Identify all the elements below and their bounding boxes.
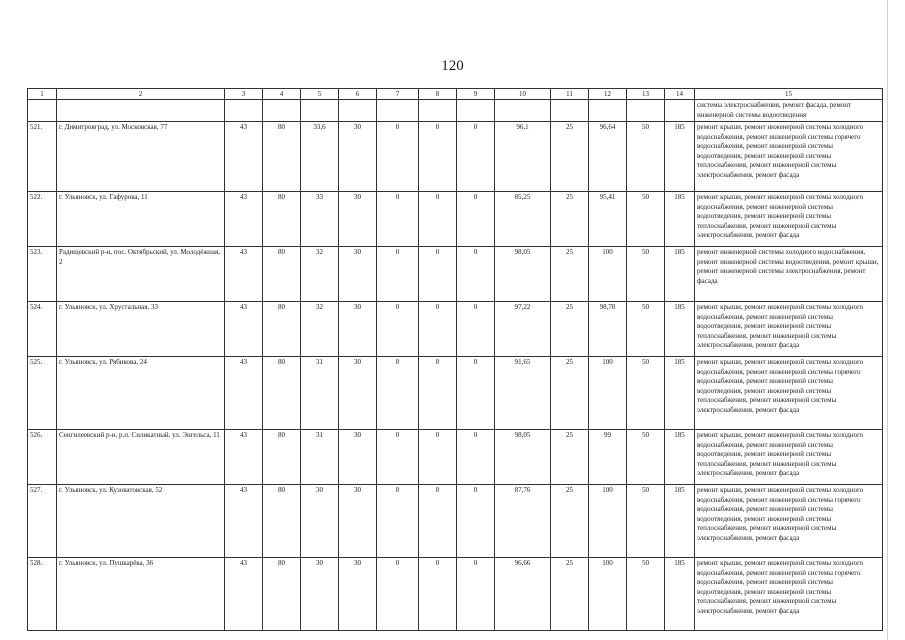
value-cell-3: 43 (225, 357, 263, 430)
value-cell-14: 185 (665, 558, 695, 631)
row-number: 526. (28, 430, 57, 485)
value-cell-10: 87,76 (495, 485, 551, 558)
column-header-11: 11 (551, 89, 589, 100)
value-cell-5: 30 (301, 558, 339, 631)
works-cell: ремонт крыши, ремонт инженерной системы холодного водоснабжения, ремонт инженерной системы горячего водоснабжения, ремонт инженерной системы водоотведения, ремонт инженерной системы теплоснабжения, ремонт инженерной системы электроснабжения, ремонт фасада (695, 485, 883, 558)
works-cell: ремонт крыши, ремонт инженерной системы холодного водоснабжения, ремонт инженерной системы водоотведения, ремонт инженерной системы теплоснабжения, ремонт инженерной системы электроснабжения, ремонт фасада (695, 302, 883, 357)
value-cell-4: 80 (263, 430, 301, 485)
value-cell-8: 0 (419, 430, 457, 485)
column-header-3: 3 (225, 89, 263, 100)
value-cell-11: 25 (551, 247, 589, 302)
value-cell-11: 25 (551, 485, 589, 558)
value-cell-5: 33,6 (301, 122, 339, 192)
address-cell: г. Ульяновск, ул. Пушкарёва, 36 (57, 558, 225, 631)
works-cell: ремонт крыши, ремонт инженерной системы холодного водоснабжения, ремонт инженерной системы водоотведения, ремонт инженерной системы теплоснабжения, ремонт инженерной системы электроснабжения, ремонт фасада (695, 430, 883, 485)
value-cell-11: 25 (551, 192, 589, 247)
row-number: 527. (28, 485, 57, 558)
table-row (28, 122, 883, 192)
continuation-row (28, 100, 883, 122)
value-cell-12: 100 (589, 357, 627, 430)
works-cell: ремонт крыши, ремонт инженерной системы холодного водоснабжения, ремонт инженерной системы горячего водоснабжения, ремонт инженерной системы водоотведения, ремонт инженерной системы теплоснабжения, ремонт инженерной системы электроснабжения, ремонт фасада (695, 122, 883, 192)
row-number: 528. (28, 558, 57, 631)
value-cell-3: 43 (225, 192, 263, 247)
row-number: 521. (28, 122, 57, 192)
value-cell-3: 43 (225, 485, 263, 558)
value-cell-14: 185 (665, 247, 695, 302)
column-header-12: 12 (589, 89, 627, 100)
address-cell: Радищевский р-н, пос. Октябрьский, ул. Молодёжная, 2 (57, 247, 225, 302)
value-cell-14: 185 (665, 122, 695, 192)
value-cell-13: 50 (627, 357, 665, 430)
value-cell-9: 0 (457, 302, 495, 357)
table-row (28, 485, 883, 558)
value-cell-7: 0 (377, 247, 419, 302)
value-cell-9: 0 (457, 558, 495, 631)
value-cell-5: 33 (301, 192, 339, 247)
value-cell-6: 30 (339, 430, 377, 485)
address-cell: г. Димитровград, ул. Московская, 77 (57, 122, 225, 192)
value-cell-12: 100 (589, 247, 627, 302)
value-cell-13: 50 (627, 247, 665, 302)
value-cell-7: 0 (377, 192, 419, 247)
table-row (28, 357, 883, 430)
value-cell-9: 0 (457, 430, 495, 485)
value-cell-9: 0 (457, 247, 495, 302)
value-cell-7: 0 (377, 357, 419, 430)
address-cell: г. Ульяновск, ул. Хрустальная, 33 (57, 302, 225, 357)
value-cell-10: 97,22 (495, 302, 551, 357)
row-number: 524. (28, 302, 57, 357)
value-cell-9: 0 (457, 122, 495, 192)
value-cell-9: 0 (457, 485, 495, 558)
table-row (28, 558, 883, 631)
value-cell-4: 80 (263, 192, 301, 247)
value-cell-10: 91,65 (495, 357, 551, 430)
column-header-4: 4 (263, 89, 301, 100)
table-row (28, 430, 883, 485)
value-cell-8: 0 (419, 122, 457, 192)
value-cell-7: 0 (377, 558, 419, 631)
value-cell-3: 43 (225, 302, 263, 357)
value-cell-13: 50 (627, 430, 665, 485)
value-cell-14: 185 (665, 357, 695, 430)
row-number: 525. (28, 357, 57, 430)
column-header-10: 10 (495, 89, 551, 100)
value-cell-10: 85,25 (495, 192, 551, 247)
table-body (28, 100, 883, 631)
column-header-5: 5 (301, 89, 339, 100)
value-cell-12: 96,64 (589, 122, 627, 192)
value-cell-5: 31 (301, 357, 339, 430)
value-cell-11: 25 (551, 558, 589, 631)
value-cell-5: 30 (301, 485, 339, 558)
value-cell-6: 30 (339, 558, 377, 631)
value-cell-7: 0 (377, 430, 419, 485)
value-cell-7: 0 (377, 302, 419, 357)
table-row (28, 192, 883, 247)
works-cell: ремонт крыши, ремонт инженерной системы холодного водоснабжения, ремонт инженерной системы горячего водоснабжения, ремонт инженерной системы водоотведения, ремонт инженерной системы теплоснабжения, ремонт инженерной системы электроснабжения, ремонт фасада (695, 357, 883, 430)
value-cell-12: 95,41 (589, 192, 627, 247)
address-cell: г. Ульяновск, ул. Кузоватовская, 52 (57, 485, 225, 558)
column-header-13: 13 (627, 89, 665, 100)
value-cell-11: 25 (551, 122, 589, 192)
value-cell-4: 80 (263, 485, 301, 558)
works-cell: ремонт инженерной системы холодного водоснабжения, ремонт инженерной системы водоотведения, ремонт крыши, ремонт инженерной системы электроснабжения, ремонт фасада (695, 247, 883, 302)
value-cell-6: 30 (339, 192, 377, 247)
value-cell-10: 96,66 (495, 558, 551, 631)
value-cell-4: 80 (263, 247, 301, 302)
value-cell-12: 100 (589, 558, 627, 631)
value-cell-6: 30 (339, 485, 377, 558)
address-cell: г. Ульяновск, ул. Рябикова, 24 (57, 357, 225, 430)
continuation-text: системы электроснабжения, ремонт фасада, ремонт инженерной системы водоотведения (695, 100, 883, 122)
value-cell-9: 0 (457, 357, 495, 430)
column-header-15: 15 (695, 89, 883, 100)
value-cell-9: 0 (457, 192, 495, 247)
data-table (27, 88, 883, 631)
value-cell-4: 80 (263, 357, 301, 430)
value-cell-7: 0 (377, 485, 419, 558)
column-header-14: 14 (665, 89, 695, 100)
value-cell-8: 0 (419, 558, 457, 631)
column-header-9: 9 (457, 89, 495, 100)
value-cell-5: 31 (301, 430, 339, 485)
scan-edge-line (887, 0, 888, 640)
value-cell-3: 43 (225, 122, 263, 192)
value-cell-5: 32 (301, 247, 339, 302)
value-cell-13: 50 (627, 302, 665, 357)
value-cell-7: 0 (377, 122, 419, 192)
column-header-8: 8 (419, 89, 457, 100)
value-cell-10: 96,1 (495, 122, 551, 192)
value-cell-13: 50 (627, 558, 665, 631)
value-cell-8: 0 (419, 485, 457, 558)
address-cell: г. Ульяновск, ул. Гафурова, 11 (57, 192, 225, 247)
value-cell-14: 185 (665, 192, 695, 247)
value-cell-8: 0 (419, 357, 457, 430)
value-cell-11: 25 (551, 302, 589, 357)
column-header-6: 6 (339, 89, 377, 100)
value-cell-10: 98,05 (495, 430, 551, 485)
value-cell-14: 185 (665, 430, 695, 485)
row-number: 522. (28, 192, 57, 247)
row-number: 523. (28, 247, 57, 302)
value-cell-4: 80 (263, 122, 301, 192)
value-cell-6: 30 (339, 122, 377, 192)
value-cell-5: 32 (301, 302, 339, 357)
value-cell-11: 25 (551, 430, 589, 485)
value-cell-13: 50 (627, 192, 665, 247)
works-cell: ремонт крыши, ремонт инженерной системы холодного водоснабжения, ремонт инженерной системы водоотведения, ремонт инженерной системы теплоснабжения, ремонт инженерной системы электроснабжения, ремонт фасада (695, 192, 883, 247)
value-cell-11: 25 (551, 357, 589, 430)
works-cell: ремонт крыши, ремонт инженерной системы холодного водоснабжения, ремонт инженерной системы горячего водоснабжения, ремонт инженерной системы водоотведения, ремонт инженерной системы теплоснабжения, ремонт инженерной системы электроснабжения, ремонт фасада (695, 558, 883, 631)
column-header-2: 2 (57, 89, 225, 100)
value-cell-4: 80 (263, 558, 301, 631)
value-cell-12: 100 (589, 485, 627, 558)
value-cell-6: 30 (339, 302, 377, 357)
value-cell-6: 30 (339, 247, 377, 302)
page-number: 120 (441, 58, 464, 74)
value-cell-14: 185 (665, 485, 695, 558)
value-cell-3: 43 (225, 558, 263, 631)
value-cell-10: 98,05 (495, 247, 551, 302)
address-cell: Сенгилеевский р-н, р.п. Силикатный, ул. Энгельса, 11 (57, 430, 225, 485)
value-cell-13: 50 (627, 122, 665, 192)
value-cell-12: 99 (589, 430, 627, 485)
value-cell-6: 30 (339, 357, 377, 430)
value-cell-4: 80 (263, 302, 301, 357)
header-row (28, 89, 883, 100)
value-cell-12: 98,78 (589, 302, 627, 357)
value-cell-3: 43 (225, 430, 263, 485)
table-row (28, 302, 883, 357)
value-cell-13: 50 (627, 485, 665, 558)
value-cell-8: 0 (419, 302, 457, 357)
value-cell-3: 43 (225, 247, 263, 302)
column-header-1: 1 (28, 89, 57, 100)
value-cell-8: 0 (419, 192, 457, 247)
column-header-7: 7 (377, 89, 419, 100)
value-cell-8: 0 (419, 247, 457, 302)
table-row (28, 247, 883, 302)
value-cell-14: 185 (665, 302, 695, 357)
